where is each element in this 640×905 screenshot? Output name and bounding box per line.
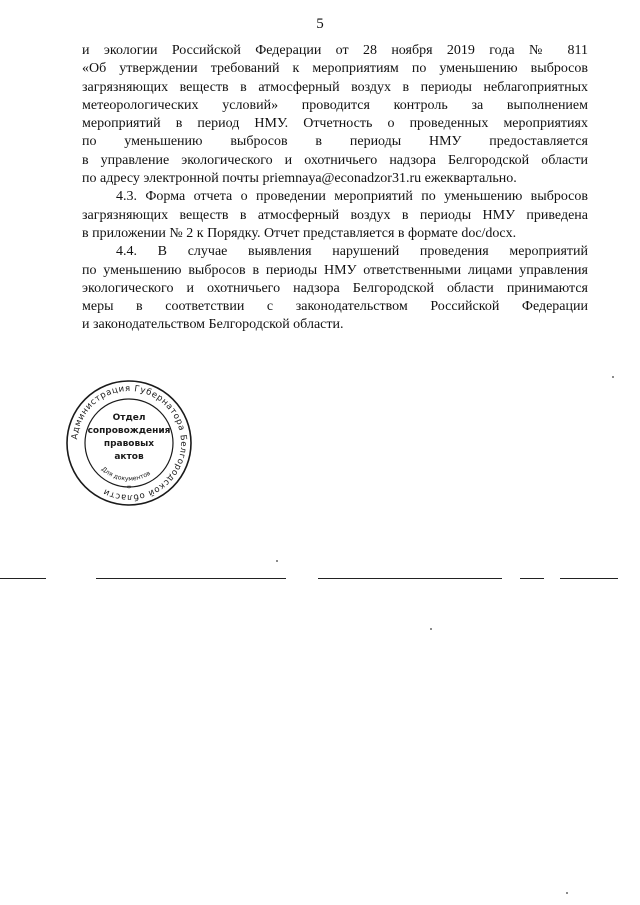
text-line: мероприятий в период НМУ. Отчетность о проведенных мероприятиях — [82, 116, 588, 132]
text-line: в управление экологического и охотничьего надзора Белгородской области — [82, 152, 588, 168]
scan-divider-line — [0, 578, 46, 579]
text-line: и экологии Российской Федерации от 28 ноября 2019 года № 811 — [82, 43, 588, 58]
stamp-center-line-4: актов — [114, 452, 144, 462]
text-line: загрязняющих веществ в атмосферный воздух в периоды неблагоприятных — [82, 79, 588, 95]
stamp-center-line-3: правовых — [103, 439, 155, 449]
scan-speck — [276, 560, 278, 562]
scan-speck — [430, 628, 432, 630]
text-line: метеорологических условий» проводится контроль за выполнением — [82, 97, 588, 113]
scan-divider-line — [520, 578, 544, 579]
page-number: 5 — [316, 16, 324, 32]
text-line: в приложении № 2 к Порядку. Отчет представляется в формате doc/docx. — [82, 225, 517, 241]
scan-divider-line — [96, 578, 286, 579]
text-line: по уменьшению выбросов в периоды НМУ ответственными лицами управления — [82, 262, 588, 278]
text-line: «Об утверждении требований к мероприятиям по уменьшению выбросов — [82, 61, 588, 77]
paragraph-4-3 — [82, 188, 588, 243]
official-stamp — [64, 378, 194, 508]
stamp-bottom-text — [100, 466, 152, 483]
scan-speck — [566, 892, 568, 894]
paragraph-4-4 — [82, 243, 588, 334]
star-icon: * — [127, 484, 131, 493]
text-line: 4.3. Форма отчета о проведении мероприятий по уменьшению выбросов — [116, 189, 588, 205]
text-line: 4.4. В случае выявления нарушений проведения мероприятий — [116, 244, 588, 260]
scan-divider-line — [318, 578, 502, 579]
text-line: и законодательством Белгородской области. — [82, 317, 344, 333]
stamp-center-line-1: Отдел — [112, 413, 146, 423]
stamp-bottom-textpath: Для документов — [99, 465, 152, 483]
stamp-center-line-2: сопровождения — [87, 426, 171, 436]
stamp-graphic — [64, 378, 194, 508]
scan-speck — [612, 376, 614, 378]
text-line: меры в соответствии с законодательством Российской Федерации — [82, 299, 588, 315]
paragraph-1 — [82, 42, 588, 188]
document-body — [82, 42, 588, 335]
text-line: по уменьшению выбросов в периоды НМУ предоставляется — [82, 134, 588, 150]
text-line: экологического и охотничьего надзора Белгородской области принимаются — [82, 280, 588, 296]
text-line: загрязняющих веществ в атмосферный воздух в периоды НМУ приведена — [82, 207, 588, 223]
scan-divider-line — [560, 578, 618, 579]
text-line: по адресу электронной почты priemnaya@econadzor31.ru ежеквартально. — [82, 171, 517, 187]
stamp-ring-textpath: Администрация Губернатора Белгородской области — [70, 383, 189, 503]
